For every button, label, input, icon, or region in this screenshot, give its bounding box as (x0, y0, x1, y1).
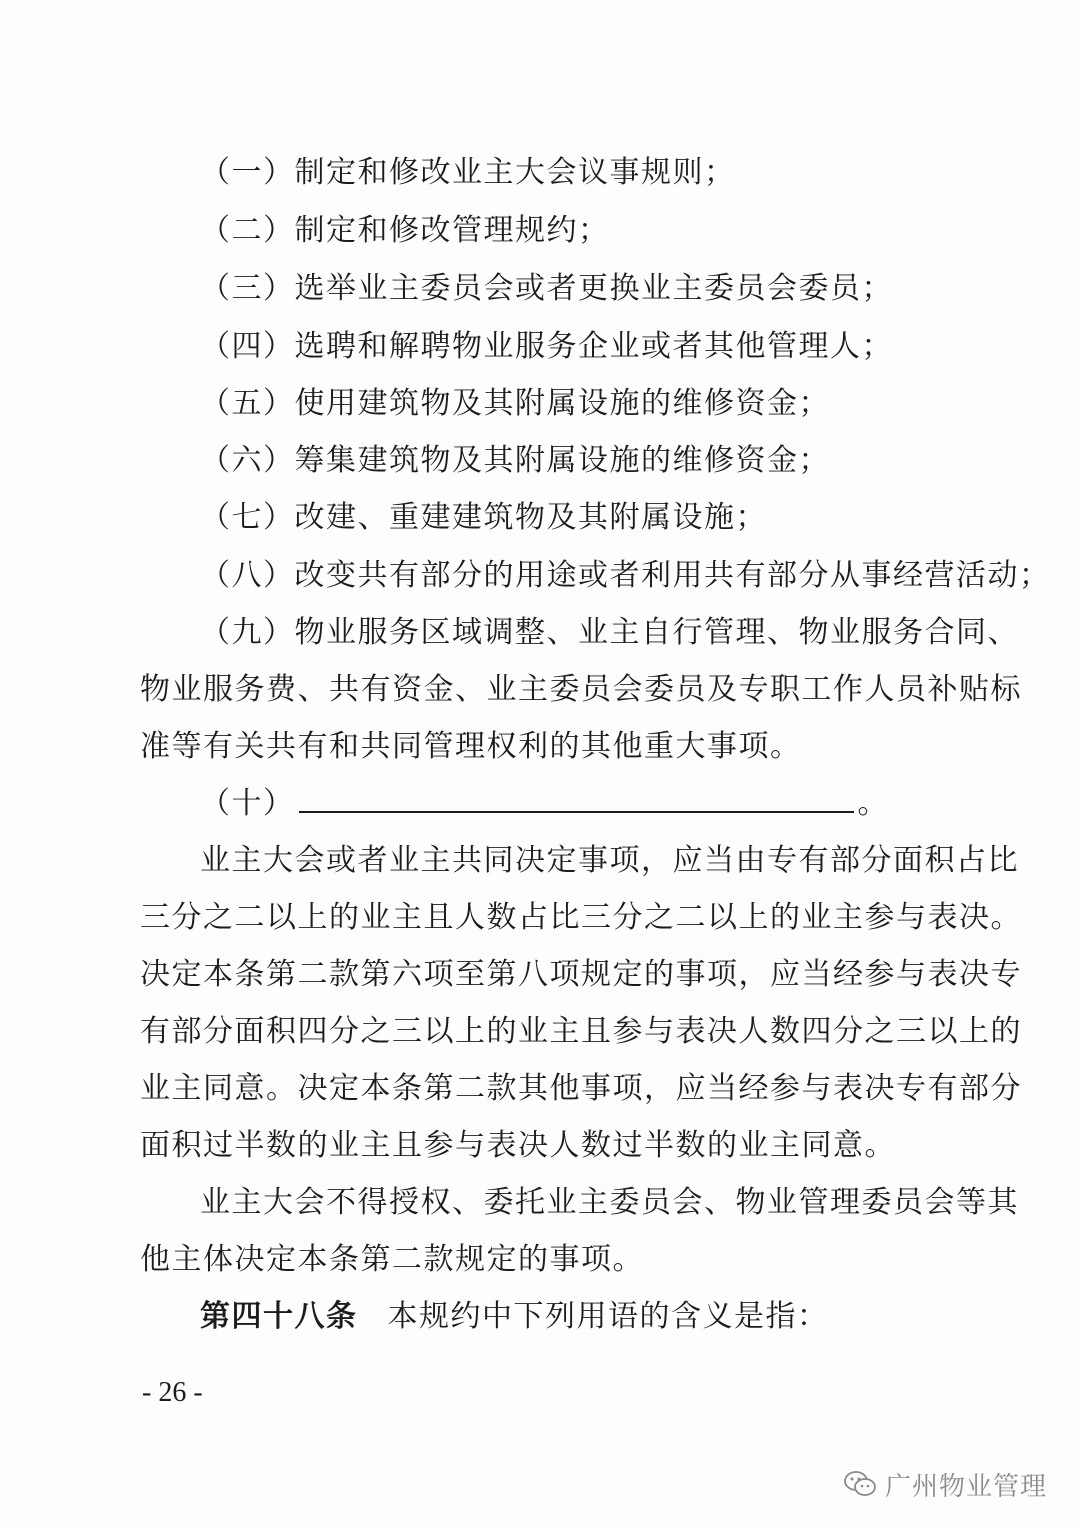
paragraph-line: 业主大会不得授权、委托业主委员会、物业管理委员会等其 (200, 1185, 1019, 1220)
list-item-continued: （九）物业服务区域调整、业主自行管理、物业服务合同、 (200, 615, 1019, 650)
list-item: （一）制定和修改业主大会议事规则； (200, 155, 736, 190)
paragraph-line: 面积过半数的业主且参与表决人数过半数的业主同意。 (140, 1128, 896, 1163)
paragraph-line: 业主同意。决定本条第二款其他事项，应当经参与表决专有部分 (140, 1071, 1022, 1106)
article-text: 本规约中下列用语的含义是指： (387, 1299, 829, 1334)
list-item: （八）改变共有部分的用途或者利用共有部分从事经营活动； (200, 558, 1051, 593)
list-item: （二）制定和修改管理规约； (200, 213, 610, 248)
wechat-icon (843, 1469, 877, 1499)
paragraph-line: 业主大会或者业主共同决定事项，应当由专有部分面积占比 (200, 843, 1019, 878)
paragraph-line: 三分之二以上的业主且人数占比三分之二以上的业主参与表决。 (140, 900, 1022, 935)
item10-prefix: （十） (200, 786, 295, 821)
list-item-continued: 物业服务费、共有资金、业主委员会委员及专职工作人员补贴标 (140, 672, 1022, 707)
article-heading: 第四十八条 (200, 1299, 358, 1334)
item10-suffix: 。 (857, 786, 889, 821)
list-item: （五）使用建筑物及其附属设施的维修资金； (200, 386, 830, 421)
paragraph-line: 决定本条第二款第六项至第八项规定的事项，应当经参与表决专 (140, 957, 1022, 992)
list-item-blank (200, 784, 889, 824)
article-line (200, 1297, 829, 1337)
list-item: （四）选聘和解聘物业服务企业或者其他管理人； (200, 329, 893, 364)
fill-in-blank (299, 785, 854, 813)
paragraph-line: 他主体决定本条第二款规定的事项。 (140, 1242, 644, 1277)
list-item: （七）改建、重建建筑物及其附属设施； (200, 500, 767, 535)
watermark-text: 广州物业管理 (885, 1471, 1048, 1502)
list-item: （三）选举业主委员会或者更换业主委员会委员； (200, 271, 893, 306)
list-item: （六）筹集建筑物及其附属设施的维修资金； (200, 443, 830, 478)
list-item-continued: 准等有关共有和共同管理权利的其他重大事项。 (140, 729, 802, 764)
paragraph-line: 有部分面积四分之三以上的业主且参与表决人数四分之三以上的 (140, 1014, 1022, 1049)
page-number: - 26 - (142, 1377, 203, 1408)
watermark (843, 1466, 1047, 1502)
